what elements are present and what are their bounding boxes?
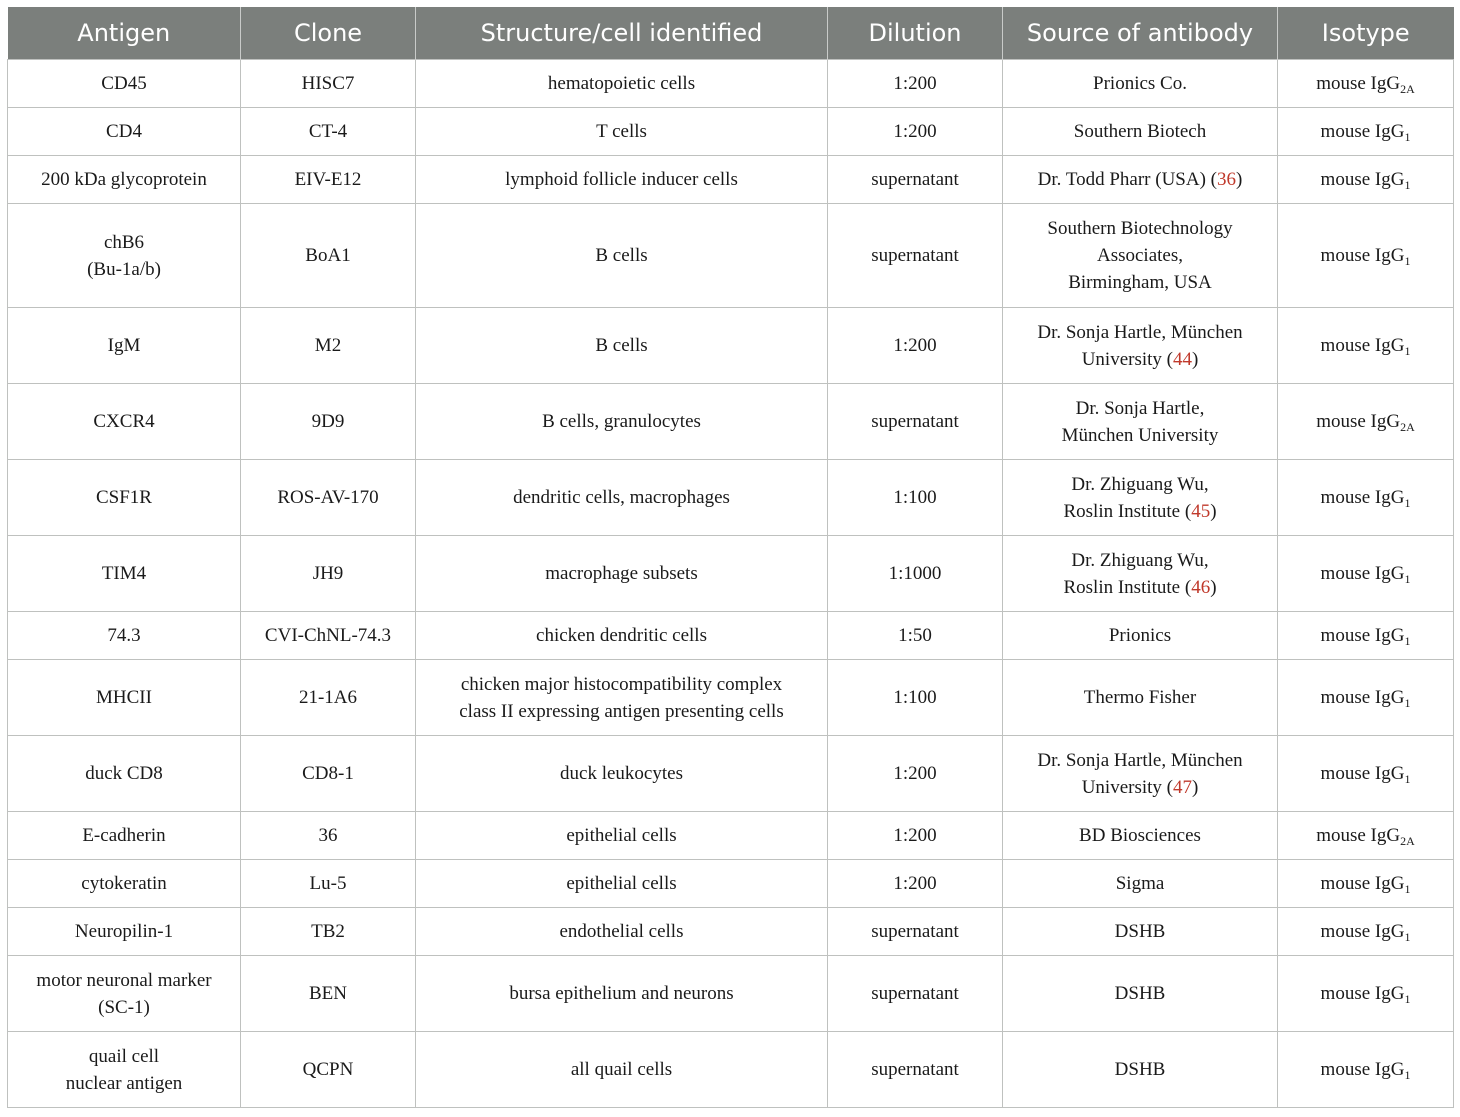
- source-cell: [1003, 460, 1278, 536]
- isotype-text: mouse IgG: [1320, 563, 1405, 584]
- source-text: Dr. Sonja Hartle, München University (: [1037, 749, 1243, 798]
- source-text: DSHB: [1114, 921, 1166, 942]
- header-structure: Structure/cell identified: [416, 7, 828, 60]
- antigen-cell: CXCR4: [8, 384, 241, 460]
- table-row: [8, 156, 1454, 204]
- header-row: [8, 7, 1454, 60]
- isotype-cell: [1278, 812, 1454, 860]
- source-text: Dr. Todd Pharr (USA) (: [1037, 169, 1217, 190]
- clone-cell: 9D9: [241, 384, 416, 460]
- isotype-cell: [1278, 736, 1454, 812]
- clone-cell: M2: [241, 308, 416, 384]
- dilution-cell: 1:200: [828, 308, 1003, 384]
- clone-cell: BEN: [241, 956, 416, 1032]
- dilution-cell: 1:200: [828, 860, 1003, 908]
- table-row: [8, 860, 1454, 908]
- clone-cell: ROS-AV-170: [241, 460, 416, 536]
- isotype-subscript: 1: [1404, 634, 1411, 648]
- table-row: [8, 736, 1454, 812]
- source-suffix: ): [1236, 169, 1243, 190]
- source-text: Dr. Sonja Hartle, München University: [1061, 397, 1219, 446]
- structure-cell: chicken dendritic cells: [416, 612, 828, 660]
- antigen-cell: TIM4: [8, 536, 241, 612]
- dilution-cell: supernatant: [828, 956, 1003, 1032]
- clone-cell: CT-4: [241, 108, 416, 156]
- table-row: [8, 660, 1454, 736]
- citation-link[interactable]: 46: [1191, 576, 1211, 598]
- source-cell: [1003, 860, 1278, 908]
- source-suffix: ): [1210, 576, 1217, 598]
- dilution-cell: supernatant: [828, 204, 1003, 308]
- citation-link[interactable]: 44: [1172, 348, 1192, 370]
- table-body: [8, 60, 1454, 1108]
- source-text: Thermo Fisher: [1083, 687, 1197, 708]
- isotype-text: mouse IgG: [1320, 625, 1405, 646]
- source-cell: [1003, 736, 1278, 812]
- antigen-cell: chB6 (Bu-1a/b): [8, 204, 241, 308]
- source-suffix: ): [1210, 500, 1217, 522]
- dilution-cell: 1:100: [828, 460, 1003, 536]
- structure-cell: T cells: [416, 108, 828, 156]
- antigen-cell: E-cadherin: [8, 812, 241, 860]
- isotype-text: mouse IgG: [1320, 873, 1405, 894]
- isotype-subscript: 1: [1404, 178, 1411, 192]
- isotype-text: mouse IgG: [1320, 983, 1405, 1004]
- antigen-cell: MHCII: [8, 660, 241, 736]
- clone-cell: CD8-1: [241, 736, 416, 812]
- isotype-cell: [1278, 156, 1454, 204]
- isotype-text: mouse IgG: [1320, 335, 1405, 356]
- citation-link[interactable]: 45: [1191, 500, 1211, 522]
- isotype-subscript: 1: [1404, 496, 1411, 510]
- clone-cell: QCPN: [241, 1032, 416, 1108]
- source-text: Dr. Zhiguang Wu, Roslin Institute (: [1063, 549, 1209, 598]
- source-cell: [1003, 60, 1278, 108]
- isotype-text: mouse IgG: [1320, 921, 1405, 942]
- table-row: [8, 460, 1454, 536]
- dilution-cell: supernatant: [828, 384, 1003, 460]
- table-header: [8, 7, 1454, 60]
- structure-cell: B cells, granulocytes: [416, 384, 828, 460]
- isotype-subscript: 1: [1404, 572, 1411, 586]
- table-row: [8, 956, 1454, 1032]
- structure-cell: epithelial cells: [416, 860, 828, 908]
- antibody-table-container: [7, 7, 1453, 1108]
- table-row: [8, 60, 1454, 108]
- table-row: [8, 1032, 1454, 1108]
- clone-cell: Lu-5: [241, 860, 416, 908]
- isotype-text: mouse IgG: [1316, 825, 1401, 846]
- dilution-cell: supernatant: [828, 1032, 1003, 1108]
- dilution-cell: 1:100: [828, 660, 1003, 736]
- structure-cell: endothelial cells: [416, 908, 828, 956]
- dilution-cell: 1:200: [828, 812, 1003, 860]
- isotype-subscript: 1: [1404, 882, 1411, 896]
- header-isotype: Isotype: [1278, 7, 1454, 60]
- clone-cell: 21-1A6: [241, 660, 416, 736]
- isotype-subscript: 2A: [1400, 834, 1415, 848]
- source-cell: [1003, 812, 1278, 860]
- isotype-subscript: 1: [1404, 1068, 1411, 1082]
- structure-cell: bursa epithelium and neurons: [416, 956, 828, 1032]
- isotype-cell: [1278, 908, 1454, 956]
- isotype-cell: [1278, 384, 1454, 460]
- dilution-cell: 1:200: [828, 736, 1003, 812]
- isotype-text: mouse IgG: [1320, 1059, 1405, 1080]
- header-antigen: Antigen: [8, 7, 241, 60]
- table-row: [8, 908, 1454, 956]
- isotype-cell: [1278, 60, 1454, 108]
- structure-cell: B cells: [416, 308, 828, 384]
- source-cell: [1003, 156, 1278, 204]
- source-text: BD Biosciences: [1079, 825, 1201, 846]
- antigen-cell: 74.3: [8, 612, 241, 660]
- antigen-cell: CD4: [8, 108, 241, 156]
- structure-cell: hematopoietic cells: [416, 60, 828, 108]
- source-cell: [1003, 956, 1278, 1032]
- isotype-text: mouse IgG: [1316, 73, 1401, 94]
- structure-cell: dendritic cells, macrophages: [416, 460, 828, 536]
- source-text: Dr. Sonja Hartle, München University (: [1037, 321, 1243, 370]
- source-text: Prionics: [1108, 625, 1172, 646]
- isotype-text: mouse IgG: [1320, 245, 1405, 266]
- dilution-cell: supernatant: [828, 908, 1003, 956]
- isotype-text: mouse IgG: [1320, 687, 1405, 708]
- isotype-subscript: 1: [1404, 696, 1411, 710]
- source-text: Southern Biotechnology Associates, Birmingham, USA: [1047, 218, 1233, 293]
- table-row: [8, 204, 1454, 308]
- isotype-cell: [1278, 460, 1454, 536]
- source-text: Prionics Co.: [1093, 73, 1187, 94]
- source-cell: [1003, 384, 1278, 460]
- antibody-table: [7, 7, 1454, 1108]
- source-text: Dr. Zhiguang Wu, Roslin Institute (: [1063, 473, 1209, 522]
- isotype-text: mouse IgG: [1320, 121, 1405, 142]
- clone-cell: CVI-ChNL-74.3: [241, 612, 416, 660]
- source-cell: [1003, 908, 1278, 956]
- isotype-subscript: 1: [1404, 992, 1411, 1006]
- dilution-cell: 1:50: [828, 612, 1003, 660]
- antigen-cell: cytokeratin: [8, 860, 241, 908]
- structure-cell: chicken major histocompatibility complex class II expressing antigen presenting cells: [416, 660, 828, 736]
- clone-cell: HISC7: [241, 60, 416, 108]
- isotype-text: mouse IgG: [1320, 763, 1405, 784]
- source-cell: [1003, 308, 1278, 384]
- antigen-cell: 200 kDa glycoprotein: [8, 156, 241, 204]
- antigen-cell: Neuropilin-1: [8, 908, 241, 956]
- antigen-cell: motor neuronal marker (SC-1): [8, 956, 241, 1032]
- source-cell: [1003, 660, 1278, 736]
- header-dilution: Dilution: [828, 7, 1003, 60]
- isotype-subscript: 2A: [1400, 420, 1415, 434]
- structure-cell: macrophage subsets: [416, 536, 828, 612]
- isotype-cell: [1278, 860, 1454, 908]
- isotype-text: mouse IgG: [1320, 487, 1405, 508]
- antigen-cell: CSF1R: [8, 460, 241, 536]
- antigen-cell: duck CD8: [8, 736, 241, 812]
- clone-cell: TB2: [241, 908, 416, 956]
- clone-cell: 36: [241, 812, 416, 860]
- citation-link[interactable]: 36: [1217, 169, 1236, 190]
- isotype-cell: [1278, 956, 1454, 1032]
- clone-cell: BoA1: [241, 204, 416, 308]
- structure-cell: all quail cells: [416, 1032, 828, 1108]
- source-text: DSHB: [1114, 983, 1166, 1004]
- isotype-cell: [1278, 204, 1454, 308]
- source-text: DSHB: [1114, 1059, 1166, 1080]
- isotype-cell: [1278, 612, 1454, 660]
- source-cell: [1003, 1032, 1278, 1108]
- source-cell: [1003, 536, 1278, 612]
- antigen-cell: IgM: [8, 308, 241, 384]
- isotype-cell: [1278, 108, 1454, 156]
- structure-cell: epithelial cells: [416, 812, 828, 860]
- citation-link[interactable]: 47: [1172, 776, 1192, 798]
- antigen-cell: quail cell nuclear antigen: [8, 1032, 241, 1108]
- dilution-cell: 1:200: [828, 108, 1003, 156]
- isotype-subscript: 2A: [1400, 82, 1415, 96]
- dilution-cell: supernatant: [828, 156, 1003, 204]
- isotype-subscript: 1: [1404, 772, 1411, 786]
- table-row: [8, 612, 1454, 660]
- dilution-cell: 1:1000: [828, 536, 1003, 612]
- structure-cell: duck leukocytes: [416, 736, 828, 812]
- isotype-subscript: 1: [1404, 930, 1411, 944]
- source-cell: [1003, 612, 1278, 660]
- dilution-cell: 1:200: [828, 60, 1003, 108]
- source-cell: [1003, 204, 1278, 308]
- isotype-subscript: 1: [1404, 254, 1411, 268]
- isotype-subscript: 1: [1404, 344, 1411, 358]
- table-row: [8, 108, 1454, 156]
- source-suffix: ): [1191, 348, 1199, 370]
- header-clone: Clone: [241, 7, 416, 60]
- header-source: Source of antibody: [1003, 7, 1278, 60]
- table-row: [8, 536, 1454, 612]
- source-text: Southern Biotech: [1073, 121, 1207, 142]
- isotype-text: mouse IgG: [1320, 169, 1405, 190]
- isotype-text: mouse IgG: [1316, 411, 1401, 432]
- clone-cell: JH9: [241, 536, 416, 612]
- clone-cell: EIV-E12: [241, 156, 416, 204]
- table-row: [8, 812, 1454, 860]
- source-suffix: ): [1191, 776, 1199, 798]
- antigen-cell: CD45: [8, 60, 241, 108]
- isotype-cell: [1278, 308, 1454, 384]
- source-text: Sigma: [1115, 873, 1165, 894]
- isotype-cell: [1278, 1032, 1454, 1108]
- table-row: [8, 384, 1454, 460]
- structure-cell: lymphoid follicle inducer cells: [416, 156, 828, 204]
- isotype-subscript: 1: [1404, 130, 1411, 144]
- isotype-cell: [1278, 536, 1454, 612]
- isotype-cell: [1278, 660, 1454, 736]
- source-cell: [1003, 108, 1278, 156]
- table-row: [8, 308, 1454, 384]
- structure-cell: B cells: [416, 204, 828, 308]
